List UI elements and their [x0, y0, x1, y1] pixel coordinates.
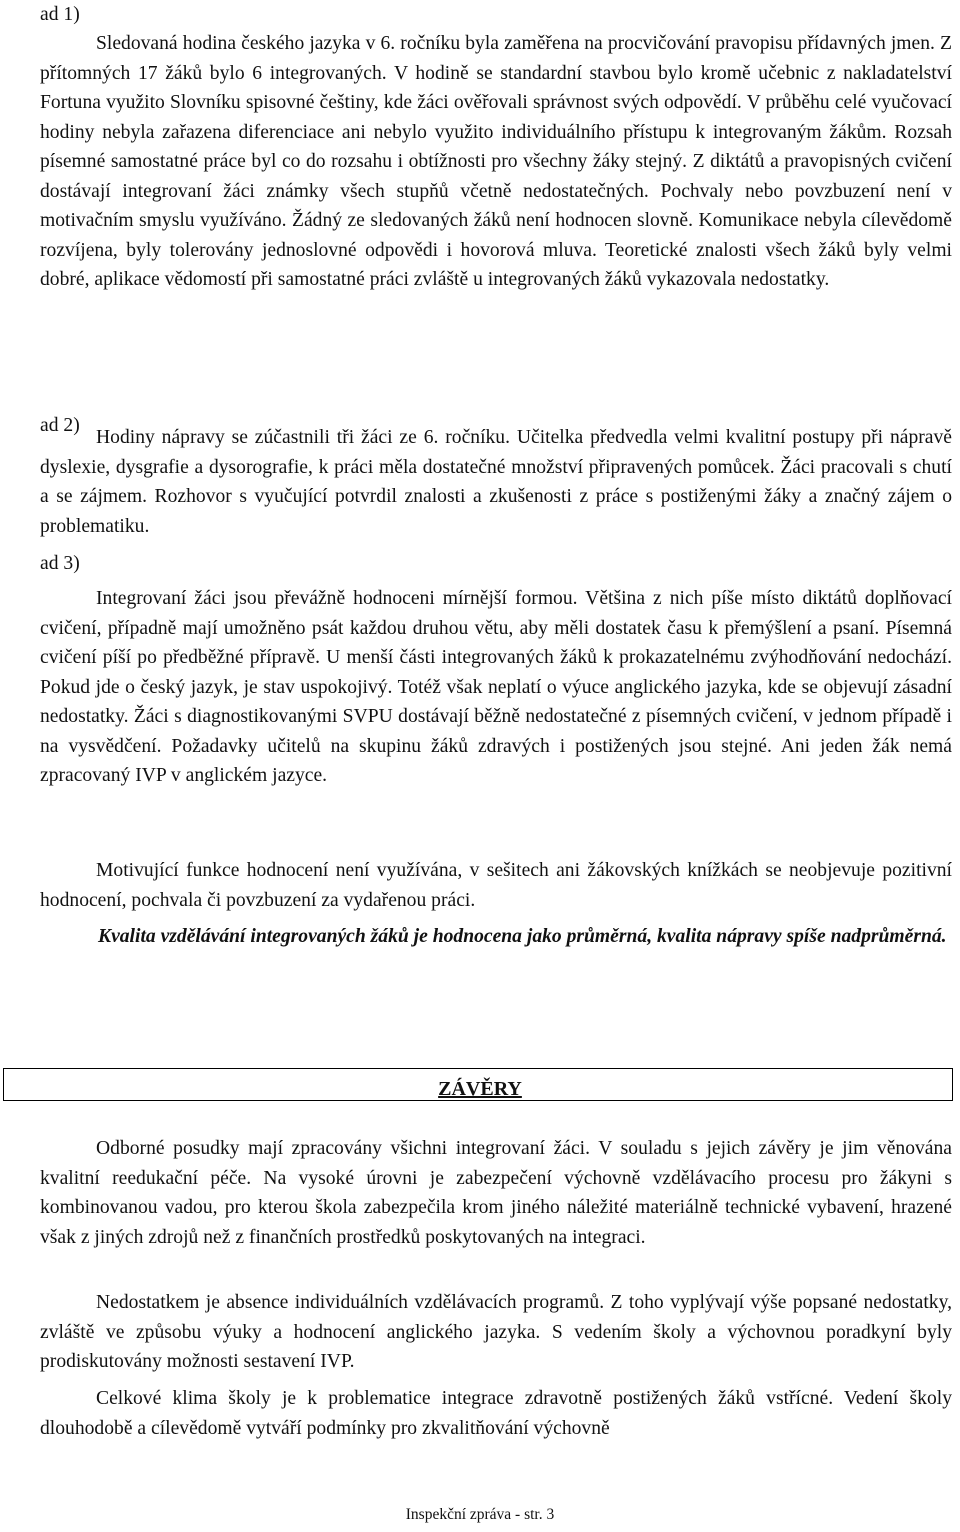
paragraph-ad3-2: Motivující funkce hodnocení není využívána, v sešitech ani žákovských knížkách se neobjevuje pozitivní hodnocení, pochvala či povzbuzení za vydařenou práci.	[40, 860, 952, 911]
paragraph-ad1: Sledovaná hodina českého jazyka v 6. ročníku byla zaměřena na procvičování pravopisu přídavných jmen. Z přítomných 17 žáků bylo 6 integrovaných. V hodině se standardní stavbou bylo kromě učebnic z nakladatelství Fortuna využito Slovníku spisovné češtiny, kde žáci ověřovali správnost svých odpovědí. V průběhu celé vyučovací hodiny nebyla zařazena diferenciace ani nebylo využito individuálního přístupu k integrovaným žákům. Rozsah písemné samostatné práce byl co do rozsahu i obtížnosti pro všechny žáky stejný. Z diktátů a pravopisných cvičení dostávají integrovaní žáci známky všech stupňů včetně nedostatečných. Pochvaly nebo povzbuzení není v motivačním smyslu využíváno. Žádný ze sledovaných žáků není hodnocen slovně. Komunikace nebyla cílevědomě rozvíjena, byly tolerovány jednoslovné odpovědi i hovorová mluva. Teoretické znalosti všech žáků byly velmi dobré, aplikace vědomostí při samostatné práci zvláště u integrovaných žáků vykazovala nedostatky.	[40, 33, 952, 290]
section-label-ad1: ad 1)	[40, 4, 80, 25]
zavery-heading: ZÁVĚRY	[438, 1078, 522, 1100]
paragraph-zavery-1: Odborné posudky mají zpracovány všichni integrovaní žáci. V souladu s jejich závěry je jim věnována kvalitní reedukační péče. Na vysoké úrovni je zabezpečení výchovně vzdělávacího procesu pro žákyni s kombinovanou vadou, pro kterou škola zabezpečila krom jiného náležité materiálně technické vybavení, hrazené však z jiných zdrojů než z finančních prostředků poskytovaných na integraci.	[40, 1138, 952, 1248]
paragraph-ad3-1: Integrovaní žáci jsou převážně hodnoceni mírnější formou. Většina z nich píše místo diktátů doplňovací cvičení, případně mají umožněno psát každou druhou větu, aby měli dostatek času k přemýšlení a psaní. Písemná cvičení píší po předběžné přípravě. U menší části integrovaných žáků k prokazatelnému zvýhodňování nedochází. Pokud jde o český jazyk, je stav uspokojivý. Totéž však neplatí o výuce anglického jazyka, kde se objevují zásadní nedostatky. Žáci s diagnostikovanými SVPU dostávají běžně nedostatečné z písemných cvičení, v jednom případě i na vysvědčení. Požadavky učitelů na skupinu žáků zdravých i postižených jsou stejné. Ani jeden žák nemá zpracovaný IVP v anglickém jazyce.	[40, 588, 952, 786]
page-footer: Inspekční zpráva - str. 3	[405, 1506, 555, 1523]
paragraph-ad2: Hodiny nápravy se zúčastnili tři žáci ze 6. ročníku. Učitelka předvedla velmi kvalitní postupy při nápravě dyslexie, dysgrafie a dysorografie, k práci měla dostatečné množství připravených pomůcek. Žáci pracovali s chutí a se zájmem. Rozhovor s vyučující potvrdil znalosti a zkušenosti z práce s postiženými žáky a značný zájem o problematiku.	[40, 427, 952, 537]
section-label-ad3: ad 3)	[40, 553, 80, 574]
paragraph-zavery-2: Nedostatkem je absence individuálních vzdělávacích programů. Z toho vyplývají výše popsané nedostatky, zvláště ve způsobu výuky a hodnocení anglického jazyka. S vedením školy a výchovnou poradkyní byly prodiskutovány možnosti sestavení IVP.	[40, 1292, 952, 1372]
paragraph-zavery-3: Celkové klima školy je k problematice integrace zdravotně postižených žáků vstřícné. Vedení školy dlouhodobě a cílevědomě vytváří podmínky pro zkvalitňování výchovně	[40, 1388, 952, 1439]
conclusion-statement: Kvalita vzdělávání integrovaných žáků je hodnocena jako průměrná, kvalita nápravy spíše nadprůměrná.	[98, 926, 947, 947]
section-label-ad2: ad 2)	[40, 415, 80, 436]
